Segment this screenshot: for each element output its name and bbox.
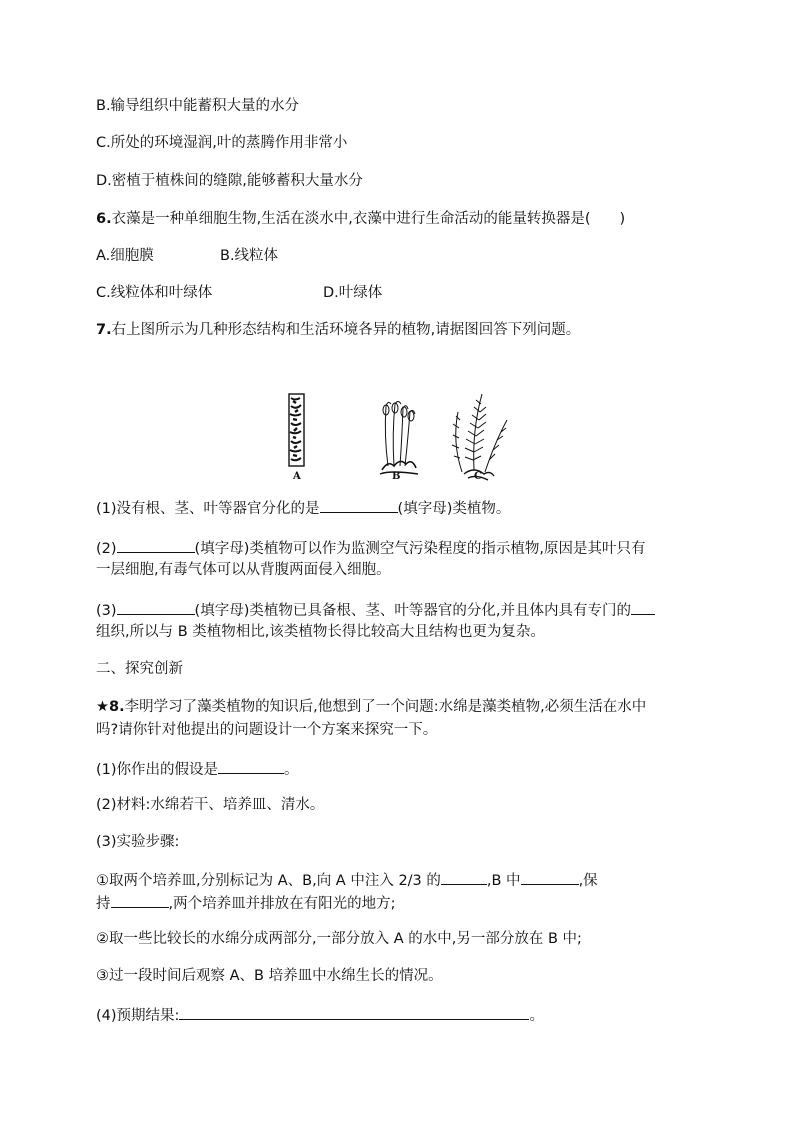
q8-step-1-text: ①取两个培养皿,分别标记为 A、B,向 A 中注入 2/3 的	[96, 873, 441, 889]
plant-c-fern-drawing	[452, 394, 507, 480]
q8-step-1-mid: ,B 中	[486, 873, 521, 889]
figure-label-c: C	[474, 471, 482, 482]
q8-stem	[96, 697, 646, 717]
q8-stem-continued: 吗?请你针对他提出的问题设计一个方案来探究一下。	[96, 722, 438, 738]
q8-step-1	[96, 869, 598, 891]
q8-part-1-text: (1)你作出的假设是	[96, 762, 219, 778]
q7-part-3	[96, 599, 655, 621]
figure-label-a: A	[293, 471, 301, 482]
q7-part-2-continued: 一层细胞,有毒气体可以从背腹两面侵入细胞。	[96, 562, 391, 578]
q8-step-1-cont-text: ,两个培养皿并排放在有阳光的地方;	[168, 896, 396, 912]
q8-step-1-continued	[96, 892, 396, 914]
q7-stem-text: 右上图所示为几种形态结构和生活环境各异的植物,请据图回答下列问题。	[111, 322, 581, 338]
q8-number: ★8.	[96, 699, 125, 715]
q8-part-1-blank	[218, 758, 284, 774]
q7-part-2	[96, 537, 645, 559]
q8-part-1	[96, 758, 299, 780]
q6-option-a: A.细胞膜	[96, 248, 154, 264]
q7-part-3-blank-1	[117, 599, 195, 615]
q6-option-b: B.线粒体	[220, 248, 279, 264]
q7-part-1-tail: (填字母)类植物。	[397, 501, 511, 517]
q6-option-c: C.线粒体和叶绿体	[96, 285, 213, 301]
q6-stem	[96, 209, 625, 229]
q8-part-4-blank	[179, 1004, 529, 1020]
q8-stem-text: 李明学习了藻类植物的知识后,他想到了一个问题:水绵是藻类植物,必须生活在水中	[124, 699, 647, 715]
q6-option-d: D.叶绿体	[323, 285, 383, 301]
q7-part-3-continued: 组织,所以与 B 类植物相比,该类植物长得比较高大且结构也更为复杂。	[96, 624, 545, 640]
q7-part-2-blank	[117, 537, 195, 553]
q5-option-c: C.所处的环境湿润,叶的蒸腾作用非常小	[96, 135, 348, 151]
q8-step-3: ③过一段时间后观察 A、B 培养皿中水绵生长的情况。	[96, 968, 443, 984]
q7-part-1-text: (1)没有根、茎、叶等器官分化的是	[96, 501, 320, 517]
q6-stem-text: 衣藻是一种单细胞生物,生活在淡水中,衣藻中进行生命活动的能量转换器是( )	[111, 211, 626, 227]
q8-step-1-blank-1	[441, 869, 487, 885]
q8-part-3: (3)实验步骤:	[96, 834, 180, 850]
q7-part-1	[96, 497, 510, 519]
q8-step-2: ②取一些比较长的水绵分成两部分,一部分放入 A 的水中,另一部分放在 B 中;	[96, 931, 582, 947]
q7-part-3-prefix: (3)	[96, 603, 117, 619]
plant-figure	[284, 390, 516, 486]
q5-option-d: D.密植于植株间的缝隙,能够蓄积大量水分	[96, 173, 363, 189]
q8-part-4-text: (4)预期结果:	[96, 1008, 180, 1024]
plant-a-algae-drawing	[289, 394, 304, 466]
q7-part-2-prefix: (2)	[96, 541, 117, 557]
q8-step-1-cont-prefix: 持	[96, 896, 111, 912]
q7-stem	[96, 320, 580, 340]
q8-part-1-tail: 。	[284, 762, 299, 778]
q7-part-2-text: (填字母)类植物可以作为监测空气污染程度的指示植物,原因是其叶只有	[194, 541, 646, 557]
q7-number: 7.	[96, 322, 112, 338]
q6-options-row-2	[96, 283, 382, 303]
q7-part-3-blank-2	[631, 599, 655, 615]
q8-step-1-tail: ,保	[578, 873, 598, 889]
q6-options-row-1	[96, 246, 278, 266]
plant-b-moss-drawing	[380, 402, 418, 475]
q5-option-b: B.输导组织中能蓄积大量的水分	[96, 98, 300, 114]
q8-step-1-blank-2	[521, 869, 579, 885]
section-2-heading: 二、探究创新	[96, 661, 183, 677]
q7-part-3-text: (填字母)类植物已具备根、茎、叶等器官的分化,并且体内具有专门的	[194, 603, 631, 619]
q8-part-4	[96, 1004, 544, 1026]
q8-part-4-tail: 。	[529, 1008, 544, 1024]
q6-number: 6.	[96, 211, 112, 227]
q7-part-1-blank	[320, 497, 398, 513]
figure-label-b: B	[392, 471, 401, 482]
q8-step-1-blank-3	[111, 892, 169, 908]
q8-part-2: (2)材料:水绵若干、培养皿、清水。	[96, 797, 325, 813]
